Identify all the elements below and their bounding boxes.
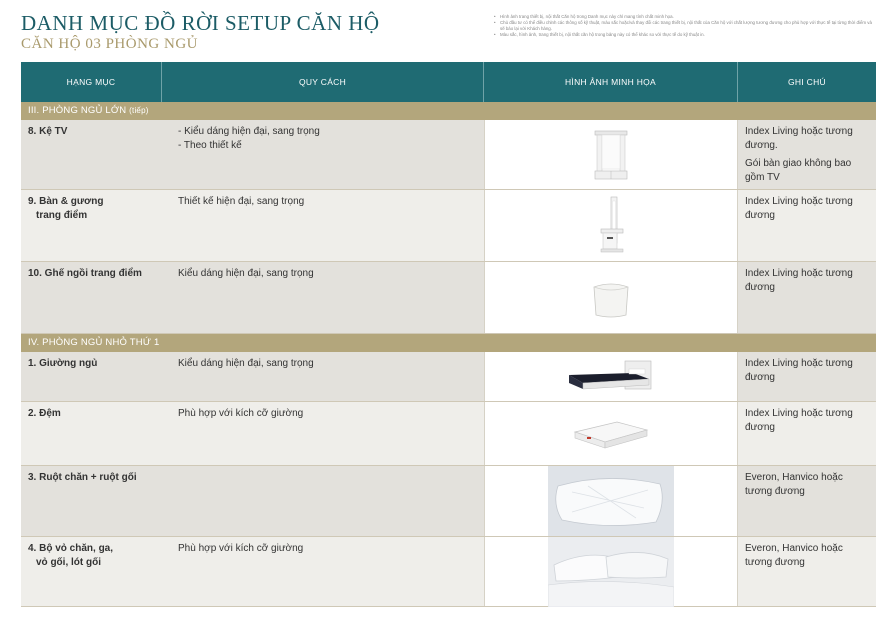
item-note: Index Living hoặc tương đương [745, 268, 853, 293]
bed-icon [484, 352, 738, 401]
table-row [21, 262, 876, 334]
section-suffix: (tiếp) [129, 106, 149, 115]
section-small-bedroom-1: IV. PHÒNG NGỦ NHỎ THỨ 1 [21, 334, 876, 352]
column-header-item: HẠNG MỤC [21, 62, 162, 102]
item-note: Index Living hoặc tương đương [745, 358, 853, 383]
note-line: Index Living hoặc tương đương. [745, 126, 853, 151]
item-name: 1. Giường ngủ [28, 358, 98, 369]
item-name: 10. Ghế ngồi trang điểm [28, 268, 142, 279]
item-spec: Thiết kế hiện đại, sang trọng [178, 196, 305, 207]
table-row [21, 537, 876, 607]
column-header-spec: QUY CÁCH [162, 62, 484, 102]
furniture-table [21, 62, 876, 607]
tv-cabinet-icon [484, 120, 738, 189]
note-line: Gói bàn giao không bao gồm TV [745, 158, 852, 183]
item-name: 2. Đệm [28, 408, 61, 419]
item-spec: Kiểu dáng hiện đại, sang trọng [178, 358, 314, 369]
table-row [21, 190, 876, 262]
table-row [21, 120, 876, 190]
item-note: Everon, Hanvico hoặc tương đương [745, 543, 843, 568]
column-header-image: HÌNH ẢNH MINH HỌA [484, 62, 738, 102]
item-spec [162, 120, 484, 189]
page-title: DANH MỤC ĐỒ RỜI SETUP CĂN HỘ [21, 11, 380, 35]
section-master-bedroom [21, 102, 876, 120]
spec-line: - Kiểu dáng hiện đại, sang trọng [178, 126, 320, 137]
item-spec: Phù hợp với kích cỡ giường [178, 408, 304, 419]
table-row [21, 352, 876, 402]
stool-icon [484, 262, 738, 333]
vanity-mirror-icon [484, 190, 738, 261]
table-header [21, 62, 876, 102]
item-note: Index Living hoặc tương đương [745, 196, 853, 221]
spec-line: - Theo thiết kế [178, 140, 242, 151]
item-spec: Kiểu dáng hiện đại, sang trọng [178, 268, 314, 279]
item-name: 3. Ruột chăn + ruột gối [28, 472, 137, 483]
item-name: 8. Kệ TV [28, 126, 68, 137]
item-note: Everon, Hanvico hoặc tương đương [745, 472, 843, 497]
note-item: • Màu sắc, hình ảnh, trang thiết bị, nội thất căn hộ trong bảng này có thể khác so với thực tế do kỹ thuật in. [494, 32, 874, 38]
table-row [21, 402, 876, 466]
note-item: • Chủ đầu tư có thể điều chỉnh các thông số kỹ thuật, màu sắc hoặc/và thay đổi các trang thiết bị, nội thất của Căn hộ với chất lượng tương đương cho phù hợp với thực tế tại từng thời điểm và sẽ báo lại với Khách hàng. [494, 20, 874, 32]
item-spec [162, 466, 484, 536]
mattress-icon [484, 402, 738, 465]
table-row [21, 466, 876, 537]
name-line: 9. Bàn & gương [28, 196, 104, 207]
note-item: • Hình ảnh trang thiết bị, nội thất Căn hộ trong Danh mục này chỉ mang tính chất minh họa. [494, 14, 874, 20]
item-note: Index Living hoặc tương đương [745, 408, 853, 433]
name-line: 4. Bộ vỏ chăn, ga, [28, 543, 114, 554]
column-header-note: GHI CHÚ [788, 77, 826, 87]
page-subtitle: CĂN HỘ 03 PHÒNG NGỦ [21, 36, 199, 52]
item-note [738, 120, 876, 189]
pillow-icon [484, 466, 738, 536]
item-name [21, 537, 162, 606]
item-name [21, 190, 162, 261]
item-spec: Phù hợp với kích cỡ giường [178, 543, 304, 554]
section-label: III. PHÒNG NGỦ LỚN [28, 105, 127, 116]
name-line: trang điểm [36, 210, 88, 221]
name-line: vỏ gối, lót gối [36, 557, 101, 568]
bedding-set-icon [484, 537, 738, 606]
disclaimer-notes [494, 14, 874, 38]
